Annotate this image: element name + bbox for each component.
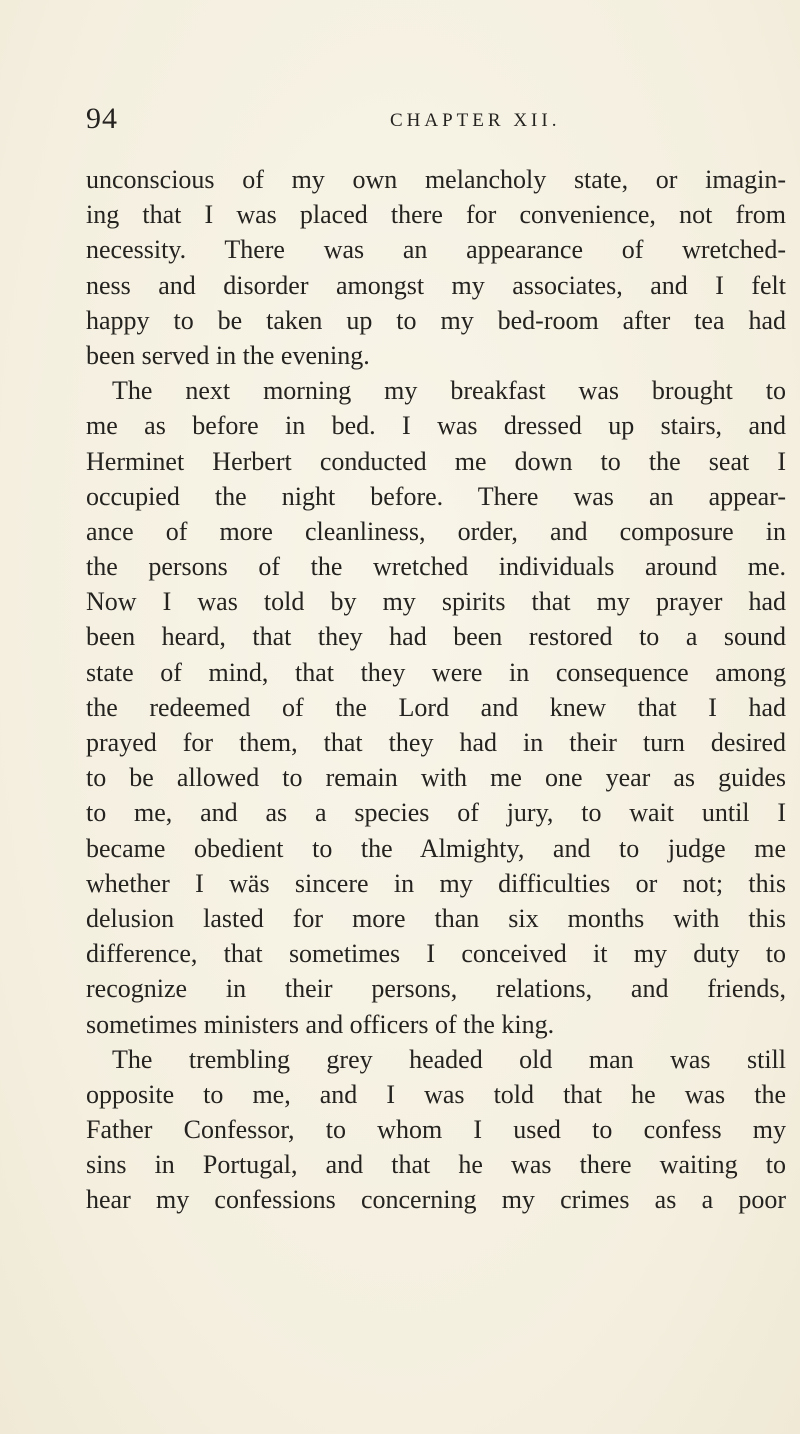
text-line: sometimes ministers and officers of the king. bbox=[86, 1009, 555, 1039]
text-line: Herminet Herbert conducted me down to the seat I bbox=[86, 446, 786, 476]
text-line: became obedient to the Almighty, and to judge me bbox=[86, 833, 786, 863]
text-line: been served in the evening. bbox=[86, 340, 370, 370]
text-line: Father Confessor, to whom I used to confess my bbox=[86, 1115, 786, 1145]
text-line: ness and disorder amongst my associates, and I felt bbox=[86, 270, 786, 300]
text-line: The next morning my breakfast was brought to bbox=[112, 376, 786, 406]
text-line: prayed for them, that they had in their turn desired bbox=[86, 728, 786, 757]
text-line: been heard, that they had been restored to a sound bbox=[86, 622, 786, 652]
text-line: opposite to me, and I was told that he was the bbox=[86, 1079, 786, 1109]
text-line: ing that I was placed there for convenience, not from bbox=[86, 200, 786, 230]
text-line: delusion lasted for more than six months with this bbox=[86, 903, 786, 933]
page-header bbox=[0, 102, 800, 142]
text-line: Now I was told by my spirits that my prayer had bbox=[86, 587, 786, 617]
text-line: hear my confessions concerning my crimes as a poor bbox=[86, 1185, 786, 1215]
text-line: to me, and as a species of jury, to wait until I bbox=[86, 798, 786, 828]
page-number: 94 bbox=[86, 102, 118, 135]
text-line: recognize in their persons, relations, and friends, bbox=[86, 974, 786, 1004]
text-line: ance of more cleanliness, order, and composure in bbox=[86, 516, 786, 546]
text-line: the redeemed of the Lord and knew that I had bbox=[86, 692, 786, 722]
text-line: occupied the night before. There was an appear- bbox=[86, 481, 786, 511]
body-text bbox=[86, 162, 786, 1218]
text-line: sins in Portugal, and that he was there waiting to bbox=[86, 1150, 786, 1180]
text-line: difference, that sometimes I conceived it my duty to bbox=[86, 939, 786, 969]
text-line: The trembling grey headed old man was still bbox=[112, 1044, 786, 1074]
running-head: CHAPTER XII. bbox=[390, 110, 561, 131]
text-line: unconscious of my own melancholy state, or imagin- bbox=[86, 165, 786, 194]
text-line: the persons of the wretched individuals around me. bbox=[86, 552, 786, 582]
text-line: to be allowed to remain with me one year as guides bbox=[86, 763, 786, 793]
text-line: happy to be taken up to my bed-room after tea had bbox=[86, 305, 786, 335]
text-line: necessity. There was an appearance of wretched- bbox=[86, 235, 786, 265]
text-line: me as before in bed. I was dressed up stairs, and bbox=[86, 411, 786, 441]
text-line: whether I wäs sincere in my difficulties or not; this bbox=[86, 868, 786, 898]
text-line: state of mind, that they were in consequence among bbox=[86, 657, 786, 687]
